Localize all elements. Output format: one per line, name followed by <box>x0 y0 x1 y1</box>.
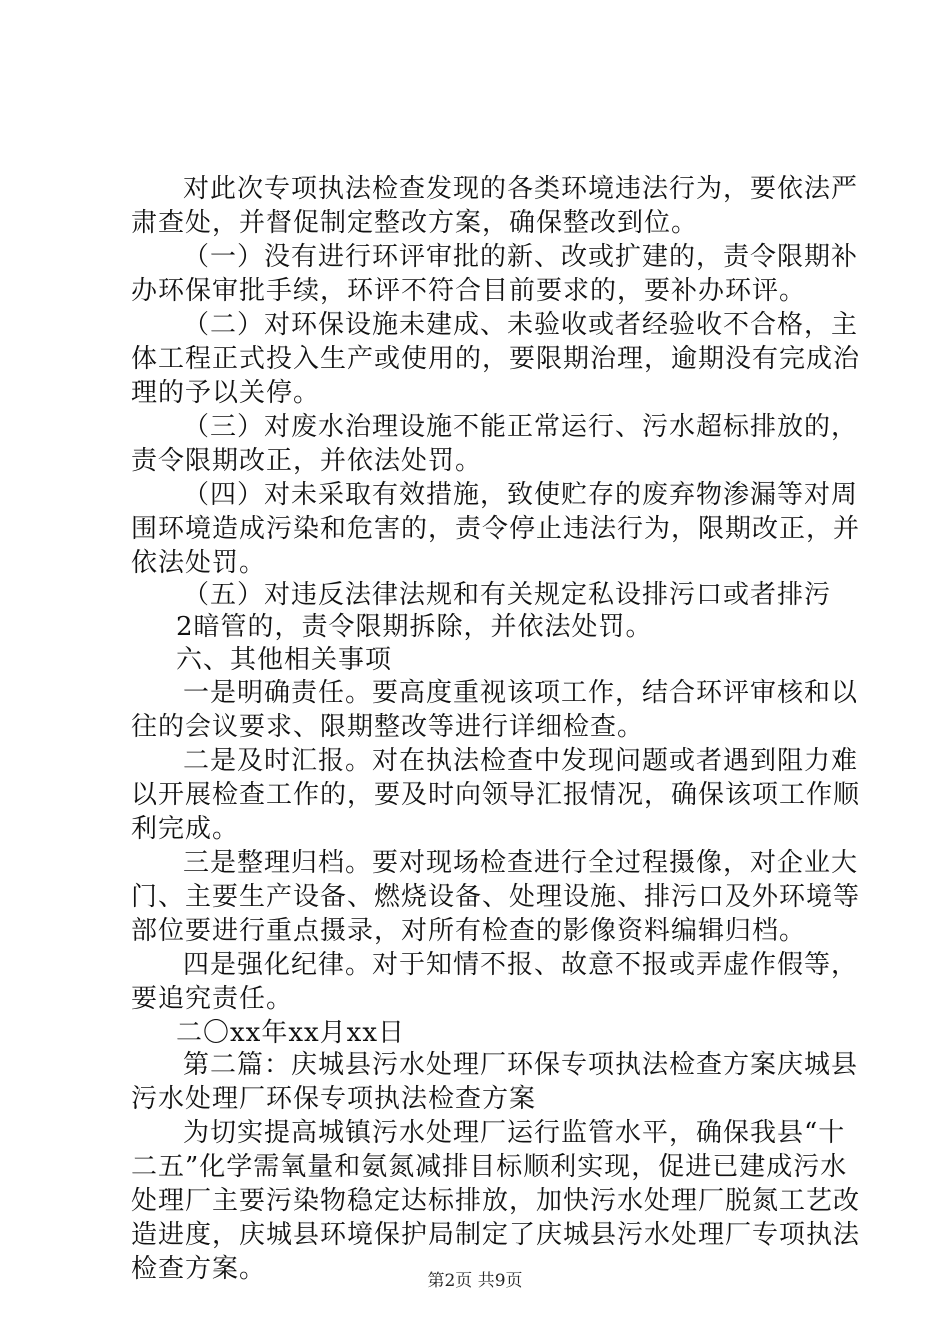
text-line: （五）对违反法律法规和有关规定私设排污口或者排污 <box>183 580 832 610</box>
text-line: 以开展检查工作的，要及时向领导汇报情况，确保该项工作顺 <box>131 780 861 810</box>
date-line: 二〇xx年xx月xx日 <box>176 1018 405 1048</box>
text-line: 第二篇：庆城县污水处理厂环保专项执法检查方案庆城县 <box>183 1050 859 1080</box>
text-line: 利完成。 <box>131 814 240 844</box>
text-line: 对此次专项执法检查发现的各类环境违法行为，要依法严 <box>183 174 859 204</box>
text-line: 为切实提高城镇污水处理厂运行监管水平，确保我县“十 <box>183 1118 846 1148</box>
text-line: 四是强化纪律。对于知情不报、故意不报或弄虚作假等， <box>183 950 859 980</box>
text-line: 2暗管的，责令限期拆除，并依法处罚。 <box>176 612 653 642</box>
text-line: 体工程正式投入生产或使用的，要限期治理，逾期没有完成治 <box>131 344 861 374</box>
text-line: 门、主要生产设备、燃烧设备、处理设施、排污口及外环境等 <box>131 882 861 912</box>
text-line: （二）对环保设施未建成、未验收或者经验收不合格，主 <box>183 310 859 340</box>
text-line: 检查方案。 <box>131 1254 267 1284</box>
text-line: 二是及时汇报。对在执法检查中发现问题或者遇到阻力难 <box>183 746 859 776</box>
text-line: 往的会议要求、限期整改等进行详细检查。 <box>131 712 645 742</box>
text-line: 责令限期改正，并依法处罚。 <box>131 446 483 476</box>
text-line: 污水处理厂环保专项执法检查方案 <box>131 1084 537 1114</box>
text-line: （四）对未采取有效措施，致使贮存的废弃物渗漏等对周 <box>183 480 859 510</box>
text-line: 肃查处，并督促制定整改方案，确保整改到位。 <box>131 208 699 238</box>
text-line: （三）对废水治理设施不能正常运行、污水超标排放的， <box>183 412 859 442</box>
text-line: 造进度，庆城县环境保护局制定了庆城县污水处理厂专项执法 <box>131 1220 861 1250</box>
text-line: 三是整理归档。要对现场检查进行全过程摄像，对企业大 <box>183 848 859 878</box>
page-footer: 第2页 共9页 <box>427 1271 523 1291</box>
text-line: 办环保审批手续，环评不符合目前要求的，要补办环评。 <box>131 276 807 306</box>
section-heading: 六、其他相关事项 <box>176 645 393 675</box>
text-line: 依法处罚。 <box>131 548 267 578</box>
text-line: 处理厂主要污染物稳定达标排放，加快污水处理厂脱氮工艺改 <box>131 1186 861 1216</box>
text-line: 围环境造成污染和危害的，责令停止违法行为，限期改正，并 <box>131 514 861 544</box>
text-line: 要追究责任。 <box>131 984 294 1014</box>
text-line: 理的予以关停。 <box>131 378 321 408</box>
text-line: 一是明确责任。要高度重视该项工作，结合环评审核和以 <box>183 678 859 708</box>
text-line: （一）没有进行环评审批的新、改或扩建的，责令限期补 <box>183 242 859 272</box>
text-line: 部位要进行重点摄录，对所有检查的影像资料编辑归档。 <box>131 916 807 946</box>
text-line: 二五”化学需氧量和氨氮减排目标顺利实现，促进已建成污水 <box>131 1152 848 1182</box>
